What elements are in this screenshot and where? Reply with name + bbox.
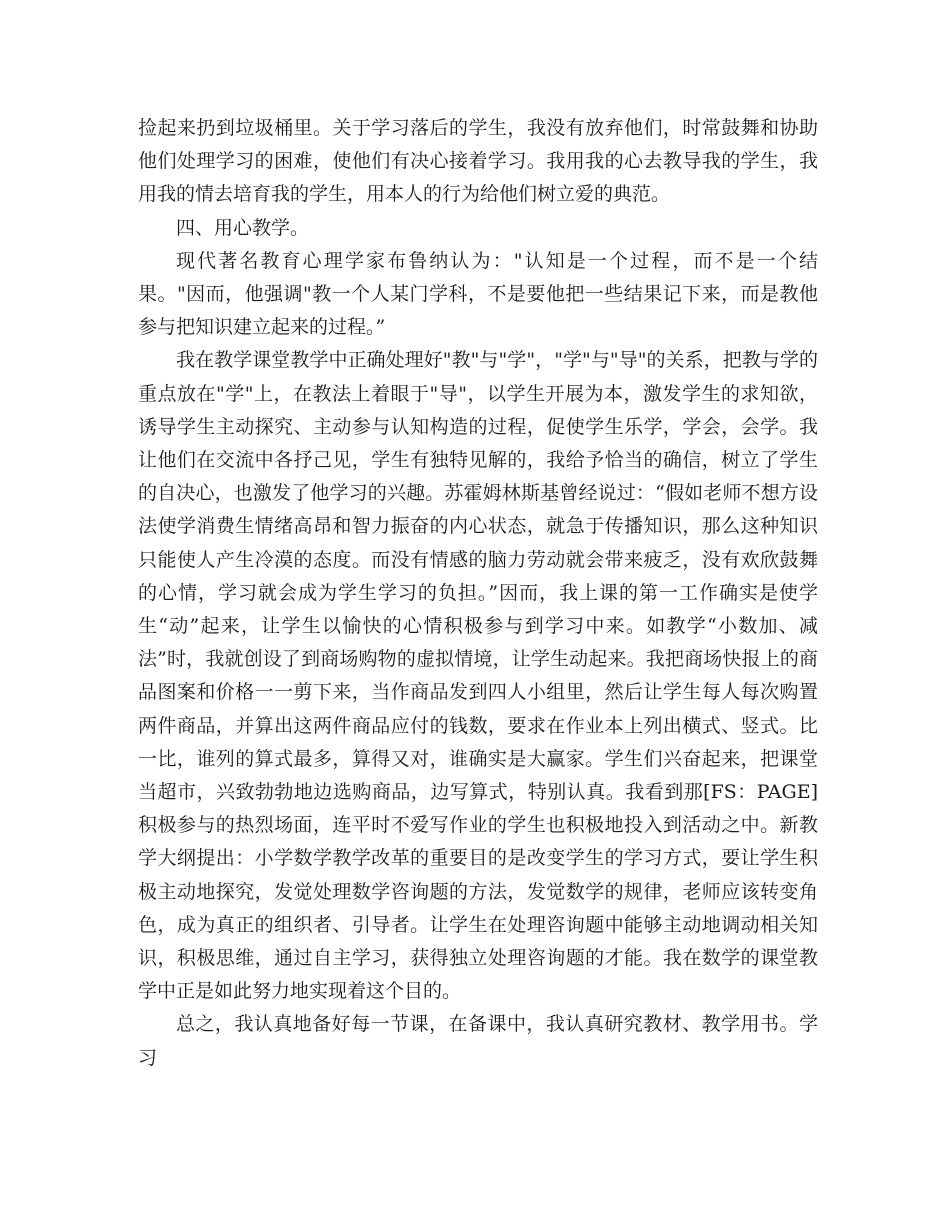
paragraph-summary: 总之，我认真地备好每一节课，在备课中，我认真研究教材、教学用书。学习 — [138, 1013, 818, 1069]
document-body — [138, 112, 818, 1075]
section-heading: 四、用心教学。 — [176, 216, 310, 239]
paragraph-teaching-practice: 我在教学课堂教学中正确处理好"教"与"学"，"学"与"导"的关系，把教与学的重点放在"学"上，在教法上着眼于"导"，以学生开展为本，激发学生的求知欲，诱导学生主动探究、主动参与认知构造的过程，促使学生乐学，学会，会学。我让他们在交流中各抒己见，学生有独特见解的，我给予恰当的确信，树立了学生的自决心，也激发了他学习的兴趣。苏霍姆林斯基曾经说过：“假如老师不想方设法使学消费生情绪高昂和智力振奋的内心状态，就急于传播知识，那么这种知识只能使人产生冷漠的态度。而没有情感的脑力劳动就会带来疲乏，没有欢欣鼓舞的心情，学习就会成为学生学习的负担。”因而，我上课的第一工作确实是使学生“动”起来，让学生以愉快的心情积极参与到学习中来。如教学“小数加、减法”时，我就创设了到商场购物的虚拟情境，让学生动起来。我把商场快报上的商品图案和价格一一剪下来，当作商品发到四人小组里，然后让学生每人每次购置两件商品，并算出这两件商品应付的钱数，要求在作业本上列出横式、竖式。比一比，谁列的算式最多，算得又对，谁确实是大赢家。学生们兴奋起来，把课堂当超市，兴致勃勃地边选购商品，边写算式，特别认真。我看到那[FS：PAGE]积极参与的热烈场面，连平时不爱写作业的学生也积极地投入到活动之中。新教学大纲提出：小学数学教学改革的重要目的是改变学生的学习方式，要让学生积极主动地探究，发觉处理数学咨询题的方法，发觉数学的规律，老师应该转变角色，成为真正的组织者、引导者。让学生在处理咨询题中能够主动地调动相关知识，积极思维，通过自主学习，获得独立处理咨询题的才能。我在数学的课堂教学中正是如此努力地实现着这个目的。 — [138, 349, 818, 1003]
paragraph-quote-bruner: 现代著名教育心理学家布鲁纳认为："认知是一个过程，而不是一个结果。"因而，他强调"教一个人某门学科，不是要他把一些结果记下来，而是教他参与把知识建立起来的过程。” — [138, 249, 818, 339]
paragraph-continuation: 捡起来扔到垃圾桶里。关于学习落后的学生，我没有放弃他们，时常鼓舞和协助他们处理学习的困难，使他们有决心接着学习。我用我的心去教导我的学生，我用我的情去培育我的学生，用本人的行为给他们树立爱的典范。 — [138, 117, 818, 206]
